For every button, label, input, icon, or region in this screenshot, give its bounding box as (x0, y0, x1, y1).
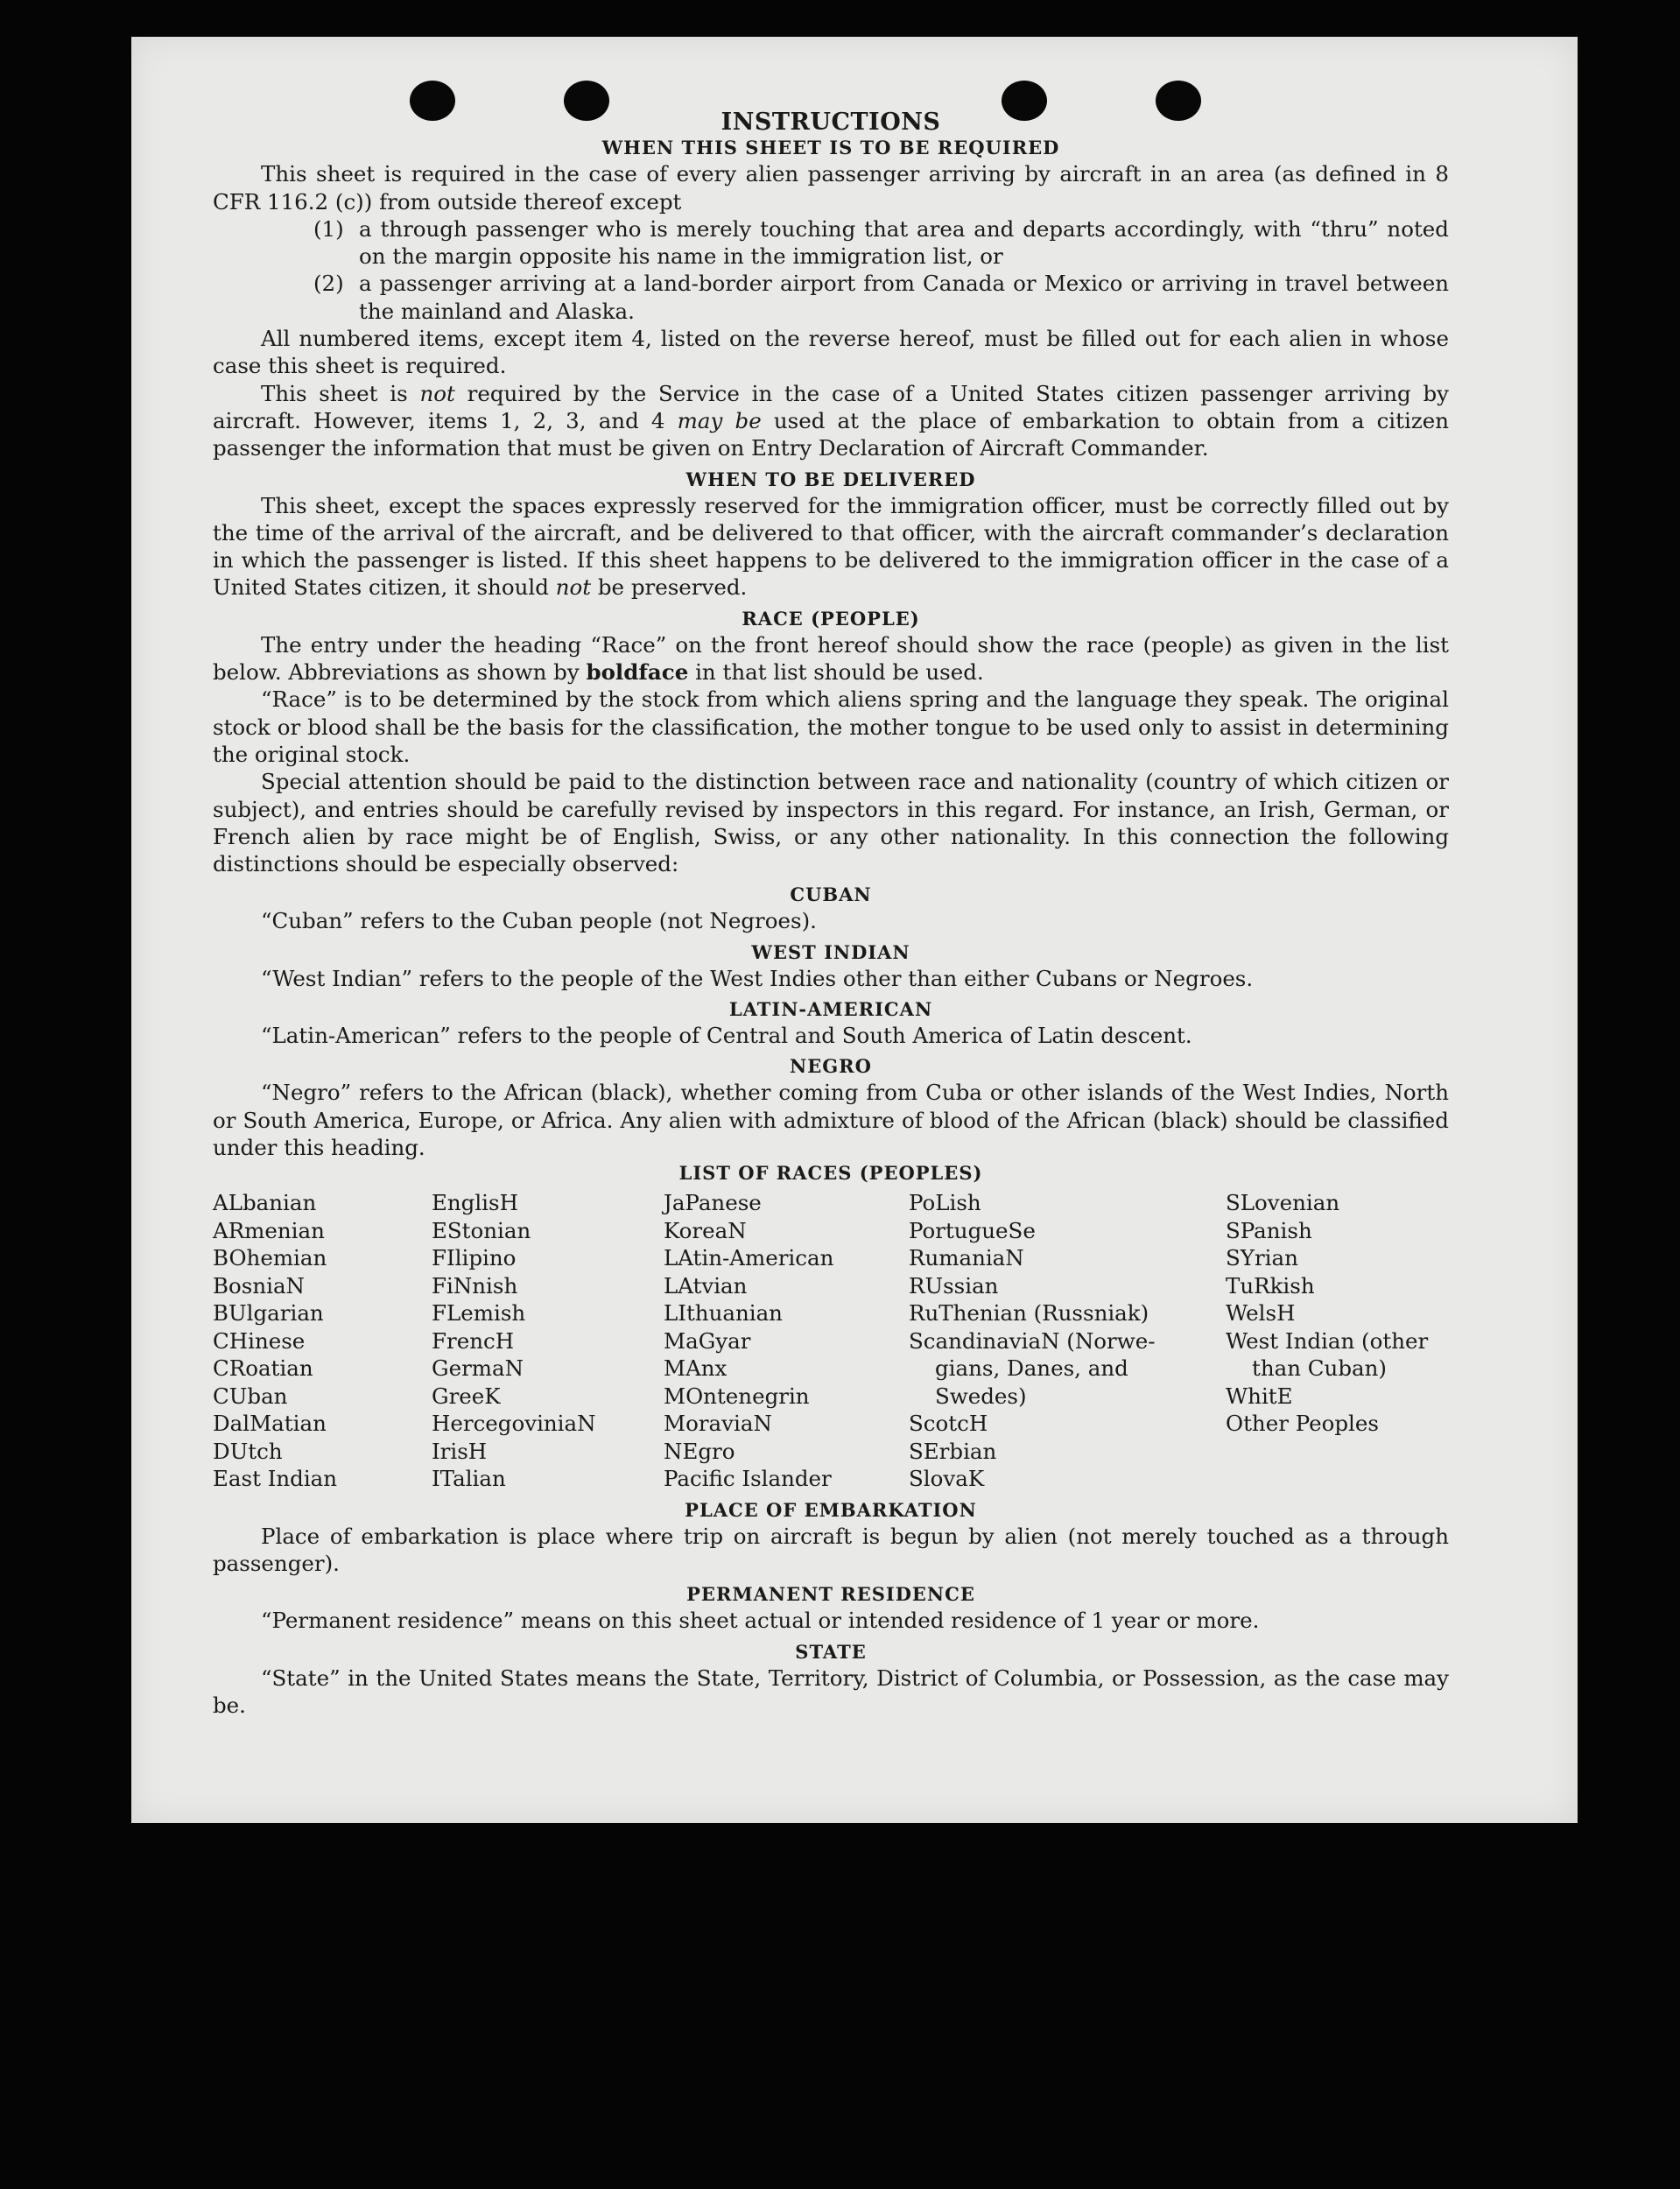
definition-west-indian: “West Indian” refers to the people of the West Indies other than either Cubans or Negroes. (261, 965, 1254, 991)
list-item-continuation: than Cuban) (1252, 1355, 1387, 1382)
list-item: LIthuanian (664, 1300, 783, 1327)
list-item: RUssian (909, 1272, 999, 1299)
list-item: SlovaK (909, 1466, 985, 1492)
list-item: Other Peoples (1226, 1411, 1379, 1437)
section-heading-state: STATE (795, 1640, 867, 1663)
races-table (213, 1189, 1449, 1493)
definition-cuban: “Cuban” refers to the Cuban people (not Negroes). (261, 908, 817, 934)
list-item: SErbian (909, 1438, 997, 1464)
paragraph: This sheet is required in the case of every alien passenger arriving by aircraft in an area (as defined in 8 CFR 116.2 (c)) from outside thereof except (213, 161, 1449, 215)
list-item: ALbanian (213, 1190, 317, 1216)
section-heading-west-indian: WEST INDIAN (751, 940, 910, 963)
list-item: ARmenian (213, 1217, 325, 1243)
list-item: LAtin-American (664, 1245, 834, 1271)
races-column (1226, 1189, 1449, 1493)
page-title: INSTRUCTIONS (721, 109, 941, 136)
list-item: FiNnish (432, 1272, 518, 1299)
list-item-continuation: Swedes) (935, 1383, 1027, 1409)
list-item: ITalian (432, 1466, 506, 1492)
list-item: FLemish (432, 1300, 526, 1327)
item-text: a through passenger who is merely touching that area and departs accordingly, with “thru” noted on the margin opposite his name in the immigration list, or (359, 215, 1449, 270)
section-heading-residence: PERMANENT RESIDENCE (686, 1583, 975, 1606)
section-heading-latin-american: LATIN-AMERICAN (728, 998, 933, 1021)
list-item: KoreaN (664, 1217, 747, 1243)
list-item: BOhemian (213, 1245, 327, 1271)
list-item: SLovenian (1226, 1190, 1340, 1216)
list-item: BosniaN (213, 1272, 305, 1299)
paragraph: “Race” is to be determined by the stock from which aliens spring and the language they speak. The original stock or blood shall be the basis for the classification, the mother tongue to be used only to assist in determining the original stock. (213, 686, 1449, 767)
paragraph: This sheet is not required by the Service in the case of a United States citizen passenger arriving by aircraft. However, items 1, 2, 3, and 4 may be used at the place of embarkation to obtain from a citizen passenger the information that must be given on Entry Declaration of Aircraft Commander. (213, 380, 1450, 461)
list-item: ScotcH (909, 1411, 988, 1437)
races-column (664, 1189, 909, 1493)
list-item: RumaniaN (909, 1245, 1024, 1271)
item-number: (1) (313, 215, 344, 242)
definition-residence: “Permanent residence” means on this sheet actual or intended residence of 1 year or more. (261, 1608, 1260, 1634)
list-item: SPanish (1226, 1217, 1312, 1243)
list-item: West Indian (other (1226, 1327, 1429, 1354)
item-number: (2) (313, 271, 344, 297)
list-item: BUlgarian (213, 1300, 324, 1327)
list-item: ScandinaviaN (Norwe- (909, 1327, 1156, 1354)
list-item: DUtch (213, 1438, 283, 1464)
list-item: HercegoviniaN (432, 1411, 596, 1437)
list-item: WelsH (1226, 1300, 1296, 1327)
list-item: FrencH (432, 1327, 515, 1354)
list-item: GermaN (432, 1355, 524, 1382)
section-heading-negro: NEGRO (790, 1055, 872, 1078)
section-heading-embarkation: PLACE OF EMBARKATION (685, 1498, 977, 1521)
list-item: MOntenegrin (664, 1383, 810, 1409)
list-item: CUban (213, 1383, 288, 1409)
list-item: FIlipino (432, 1245, 517, 1271)
list-item: MoraviaN (664, 1411, 772, 1437)
list-item: NEgro (664, 1438, 735, 1464)
section-heading-race: RACE (PEOPLE) (742, 607, 920, 630)
document-page (131, 37, 1578, 1823)
list-item: RuThenian (Russniak) (909, 1300, 1149, 1327)
list-item: DalMatian (213, 1411, 327, 1437)
instructions-body (213, 107, 1449, 1719)
section-heading-list-of-races: LIST OF RACES (PEOPLES) (678, 1162, 983, 1185)
section-heading-delivered: WHEN TO BE DELIVERED (685, 468, 976, 490)
section-heading-required: WHEN THIS SHEET IS TO BE REQUIRED (601, 137, 1060, 159)
list-item: PortugueSe (909, 1217, 1036, 1243)
definition-negro: “Negro” refers to the African (black), whether coming from Cuba or other islands of the West Indies, North or South America, Europe, or Africa. Any alien with admixture of blood of the African (black) should be classified under this heading. (213, 1080, 1449, 1160)
definition-state: “State” in the United States means the State, Territory, District of Columbia, or Possession, as the case may be. (213, 1665, 1449, 1718)
section-heading-cuban: CUBAN (790, 883, 872, 906)
list-item: SYrian (1226, 1245, 1298, 1271)
list-item: EStonian (432, 1217, 531, 1243)
list-item: EnglisH (432, 1190, 518, 1216)
list-item (313, 270, 1449, 325)
paragraph: The entry under the heading “Race” on the front hereof should show the race (people) as given in the list below. Abbreviations as shown by boldface in that list should be used. (213, 631, 1449, 686)
list-item: CHinese (213, 1327, 306, 1354)
races-column (432, 1189, 664, 1493)
list-item: IrisH (432, 1438, 488, 1464)
list-item: TuRkish (1226, 1272, 1315, 1299)
paragraph: Special attention should be paid to the distinction between race and nationality (country of which citizen or subject), and entries should be carefully revised by inspectors in this regard. For instance, an Irish, German, or French alien by race might be of English, Swiss, or any other nationality. In this connection the following distinctions should be especially observed: (213, 769, 1449, 877)
paragraph: All numbered items, except item 4, listed on the reverse hereof, must be filled out for each alien in whose case this sheet is required. (213, 326, 1449, 379)
list-item: LAtvian (664, 1272, 748, 1299)
list-item: WhitE (1226, 1383, 1293, 1409)
definition-embarkation: Place of embarkation is place where trip on aircraft is begun by alien (not merely touched as a through passenger). (213, 1523, 1449, 1576)
item-text: a passenger arriving at a land-border airport from Canada or Mexico or arriving in travel between the mainland and Alaska. (359, 271, 1449, 324)
definition-latin-american: “Latin-American” refers to the people of Central and South America of Latin descent. (261, 1023, 1192, 1049)
paragraph: This sheet, except the spaces expressly reserved for the immigration officer, must be correctly filled out by the time of the arrival of the aircraft, and be delivered to that officer, with the aircraft commander’s declaration in which the passenger is listed. If this sheet happens to be delivered to the immigration officer in the case of a United States citizen, it should not be preserved. (213, 492, 1449, 601)
list-item: GreeK (432, 1383, 501, 1409)
list-item: CRoatian (213, 1355, 313, 1382)
races-column (213, 1189, 432, 1493)
list-item: East Indian (213, 1466, 338, 1492)
list-item: MaGyar (664, 1327, 751, 1354)
list-item: Pacific Islander (664, 1466, 832, 1492)
races-column (909, 1189, 1226, 1493)
list-item: MAnx (664, 1355, 728, 1382)
list-item: PoLish (909, 1190, 981, 1216)
list-item (313, 215, 1449, 271)
list-item-continuation: gians, Danes, and (935, 1355, 1128, 1382)
list-item: JaPanese (664, 1190, 762, 1216)
